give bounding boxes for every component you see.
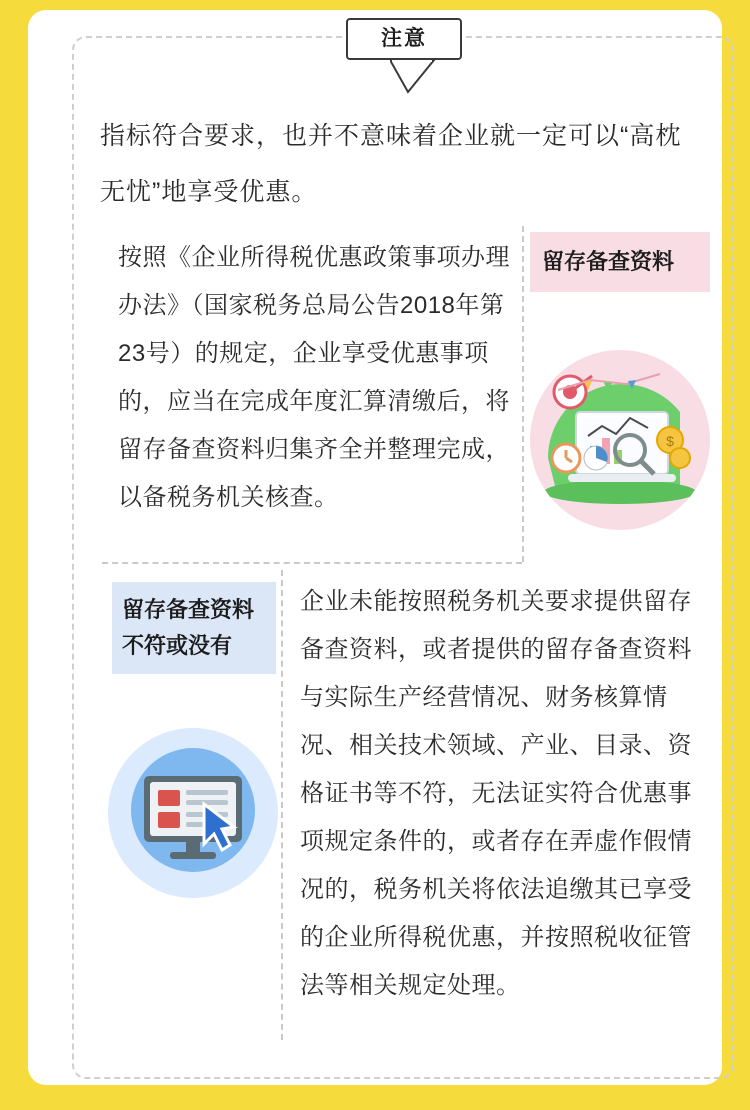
section-divider <box>102 562 522 564</box>
section-one-label: 留存备查资料 <box>530 232 710 292</box>
section-one-body: 按照《企业所得税优惠政策事项办理办法》（国家税务总局公告2018年第23号）的规定，企业享受优惠事项的，应当在完成年度汇算清缴后，将留存备查资料归集齐全并整理完成，以备税务机关核查。 <box>118 244 510 511</box>
data-analysis-illustration <box>530 350 710 530</box>
section-two-label: 留存备查资料不符或没有 <box>112 582 276 674</box>
section-one <box>100 222 710 562</box>
notice-label: 注意 <box>381 27 427 50</box>
section-two-vertical-divider <box>281 570 283 1040</box>
monitor-cursor-illustration <box>108 728 278 898</box>
svg-text:$: $ <box>666 433 674 449</box>
notice-box <box>346 18 462 60</box>
notice-bubble <box>346 18 466 60</box>
section-two-body: 企业未能按照税务机关要求提供留存备查资料，或者提供的留存备查资料与实际生产经营情况、财务核算情况、相关技术领域、产业、目录、资格证书等不符，无法证实符合优惠事项规定条件的，或者存在弄虚作假情况的，税务机关将依法追缴其已享受的企业所得税优惠，并按照税收征管法等相关规定处理。 <box>300 588 692 999</box>
content-card <box>28 10 722 1085</box>
intro-paragraph: 指标符合要求，也并不意味着企业就一定可以“高枕无忧”地享受优惠。 <box>100 122 682 206</box>
bubble-tail-icon <box>390 60 450 94</box>
